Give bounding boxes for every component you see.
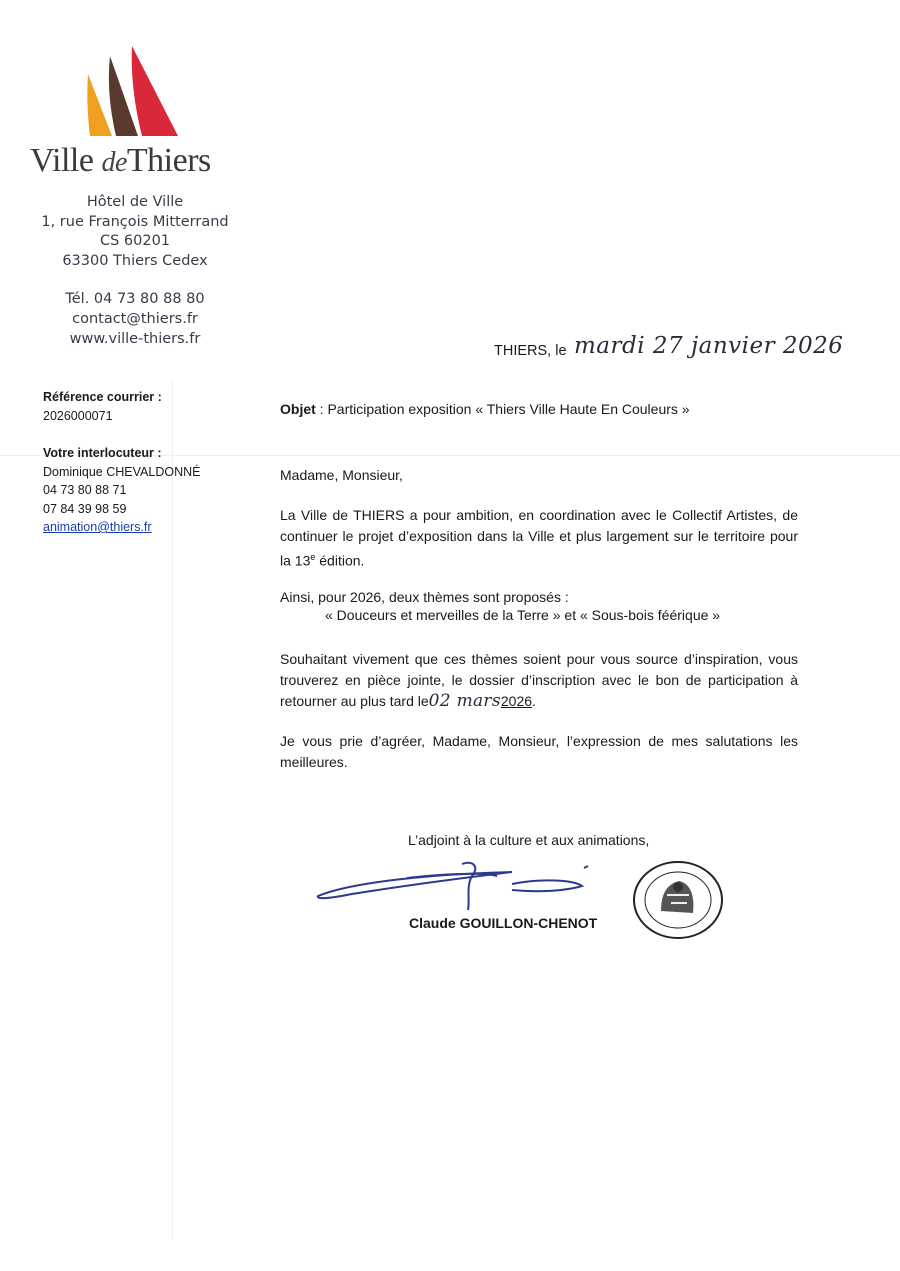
paragraph-deadline-text: Souhaitant vivement que ces thèmes soient pour vous source d’inspiration, vous trouverez en pièce jointe, le dossier d’inscription avec le bon de participation à retourner au plus tard le bbox=[280, 651, 798, 709]
interlocutor-block bbox=[43, 444, 200, 537]
themes-list: « Douceurs et merveilles de la Terre » et « Sous-bois féérique » bbox=[325, 607, 721, 623]
closing-formula: Je vous prie d’agréer, Madame, Monsieur, l’expression de mes salutations les meilleures. bbox=[280, 733, 798, 770]
logo-sail-red bbox=[132, 46, 178, 136]
reference-block bbox=[43, 388, 162, 425]
interlocutor-phone: 04 73 80 88 71 bbox=[43, 483, 127, 497]
brand-ville: Ville bbox=[30, 142, 102, 179]
signatory-name: Claude GOUILLON-CHENOT bbox=[409, 915, 598, 931]
paragraph-ambition-text: La Ville de THIERS a pour ambition, en coordination avec le Collectif Artistes, de continuer le projet d’exposition dans la Ville et plus largement sur le territoire pour la 13 bbox=[280, 507, 798, 569]
interlocutor-name: Dominique CHEVALDONNÉ bbox=[43, 464, 201, 479]
brand-thiers: Thiers bbox=[126, 142, 211, 179]
letterhead-phone: Tél. 04 73 80 88 80 bbox=[65, 291, 205, 307]
postal-address bbox=[20, 193, 250, 271]
subject-separator: : bbox=[315, 401, 328, 417]
address-line: 1, rue François Mitterrand bbox=[41, 213, 229, 230]
greeting: Madame, Monsieur, bbox=[280, 467, 403, 483]
handwritten-signature bbox=[312, 856, 602, 914]
address-line: 63300 Thiers Cedex bbox=[62, 252, 208, 269]
interlocutor-mobile: 07 84 39 98 59 bbox=[43, 501, 127, 516]
date-line bbox=[494, 333, 844, 373]
reference-number: 2026000071 bbox=[43, 408, 113, 423]
ville-de-thiers-logo bbox=[80, 44, 190, 140]
deadline-year: 2026 bbox=[500, 693, 533, 709]
letterhead-email: contact@thiers.fr bbox=[72, 311, 198, 327]
ordinal-superscript: e bbox=[310, 552, 316, 562]
date-prefix: THIERS, le bbox=[494, 343, 567, 359]
brand-name bbox=[30, 142, 270, 180]
address-line: Hôtel de Ville bbox=[86, 194, 184, 210]
paragraph-ambition bbox=[280, 505, 798, 572]
subject-line bbox=[280, 401, 800, 417]
logo-sail-orange bbox=[87, 74, 112, 136]
paragraph-ambition-end: édition. bbox=[315, 552, 365, 569]
interlocutor-email-link[interactable]: animation@thiers.fr bbox=[43, 520, 152, 534]
paragraph-deadline-end: . bbox=[532, 693, 536, 709]
signatory-title: L’adjoint à la culture et aux animations, bbox=[408, 832, 650, 848]
letterhead-contact bbox=[20, 289, 250, 349]
interlocutor-label: Votre interlocuteur : bbox=[43, 446, 162, 460]
town-hall-stamp bbox=[631, 859, 725, 941]
themes-intro: Ainsi, pour 2026, deux thèmes sont proposés : bbox=[280, 589, 569, 605]
letterhead-website: www.ville-thiers.fr bbox=[69, 331, 201, 347]
subject-label: Objet bbox=[280, 401, 316, 417]
brand-de: de bbox=[101, 147, 127, 178]
handwritten-deadline: 02 mars bbox=[428, 691, 501, 711]
address-line: CS 60201 bbox=[99, 233, 171, 249]
handwritten-date: mardi 27 janvier 2026 bbox=[574, 333, 844, 359]
subject-text: Participation exposition « Thiers Ville Haute En Couleurs » bbox=[327, 401, 690, 417]
reference-label: Référence courrier : bbox=[43, 390, 162, 404]
paragraph-deadline bbox=[280, 649, 798, 712]
